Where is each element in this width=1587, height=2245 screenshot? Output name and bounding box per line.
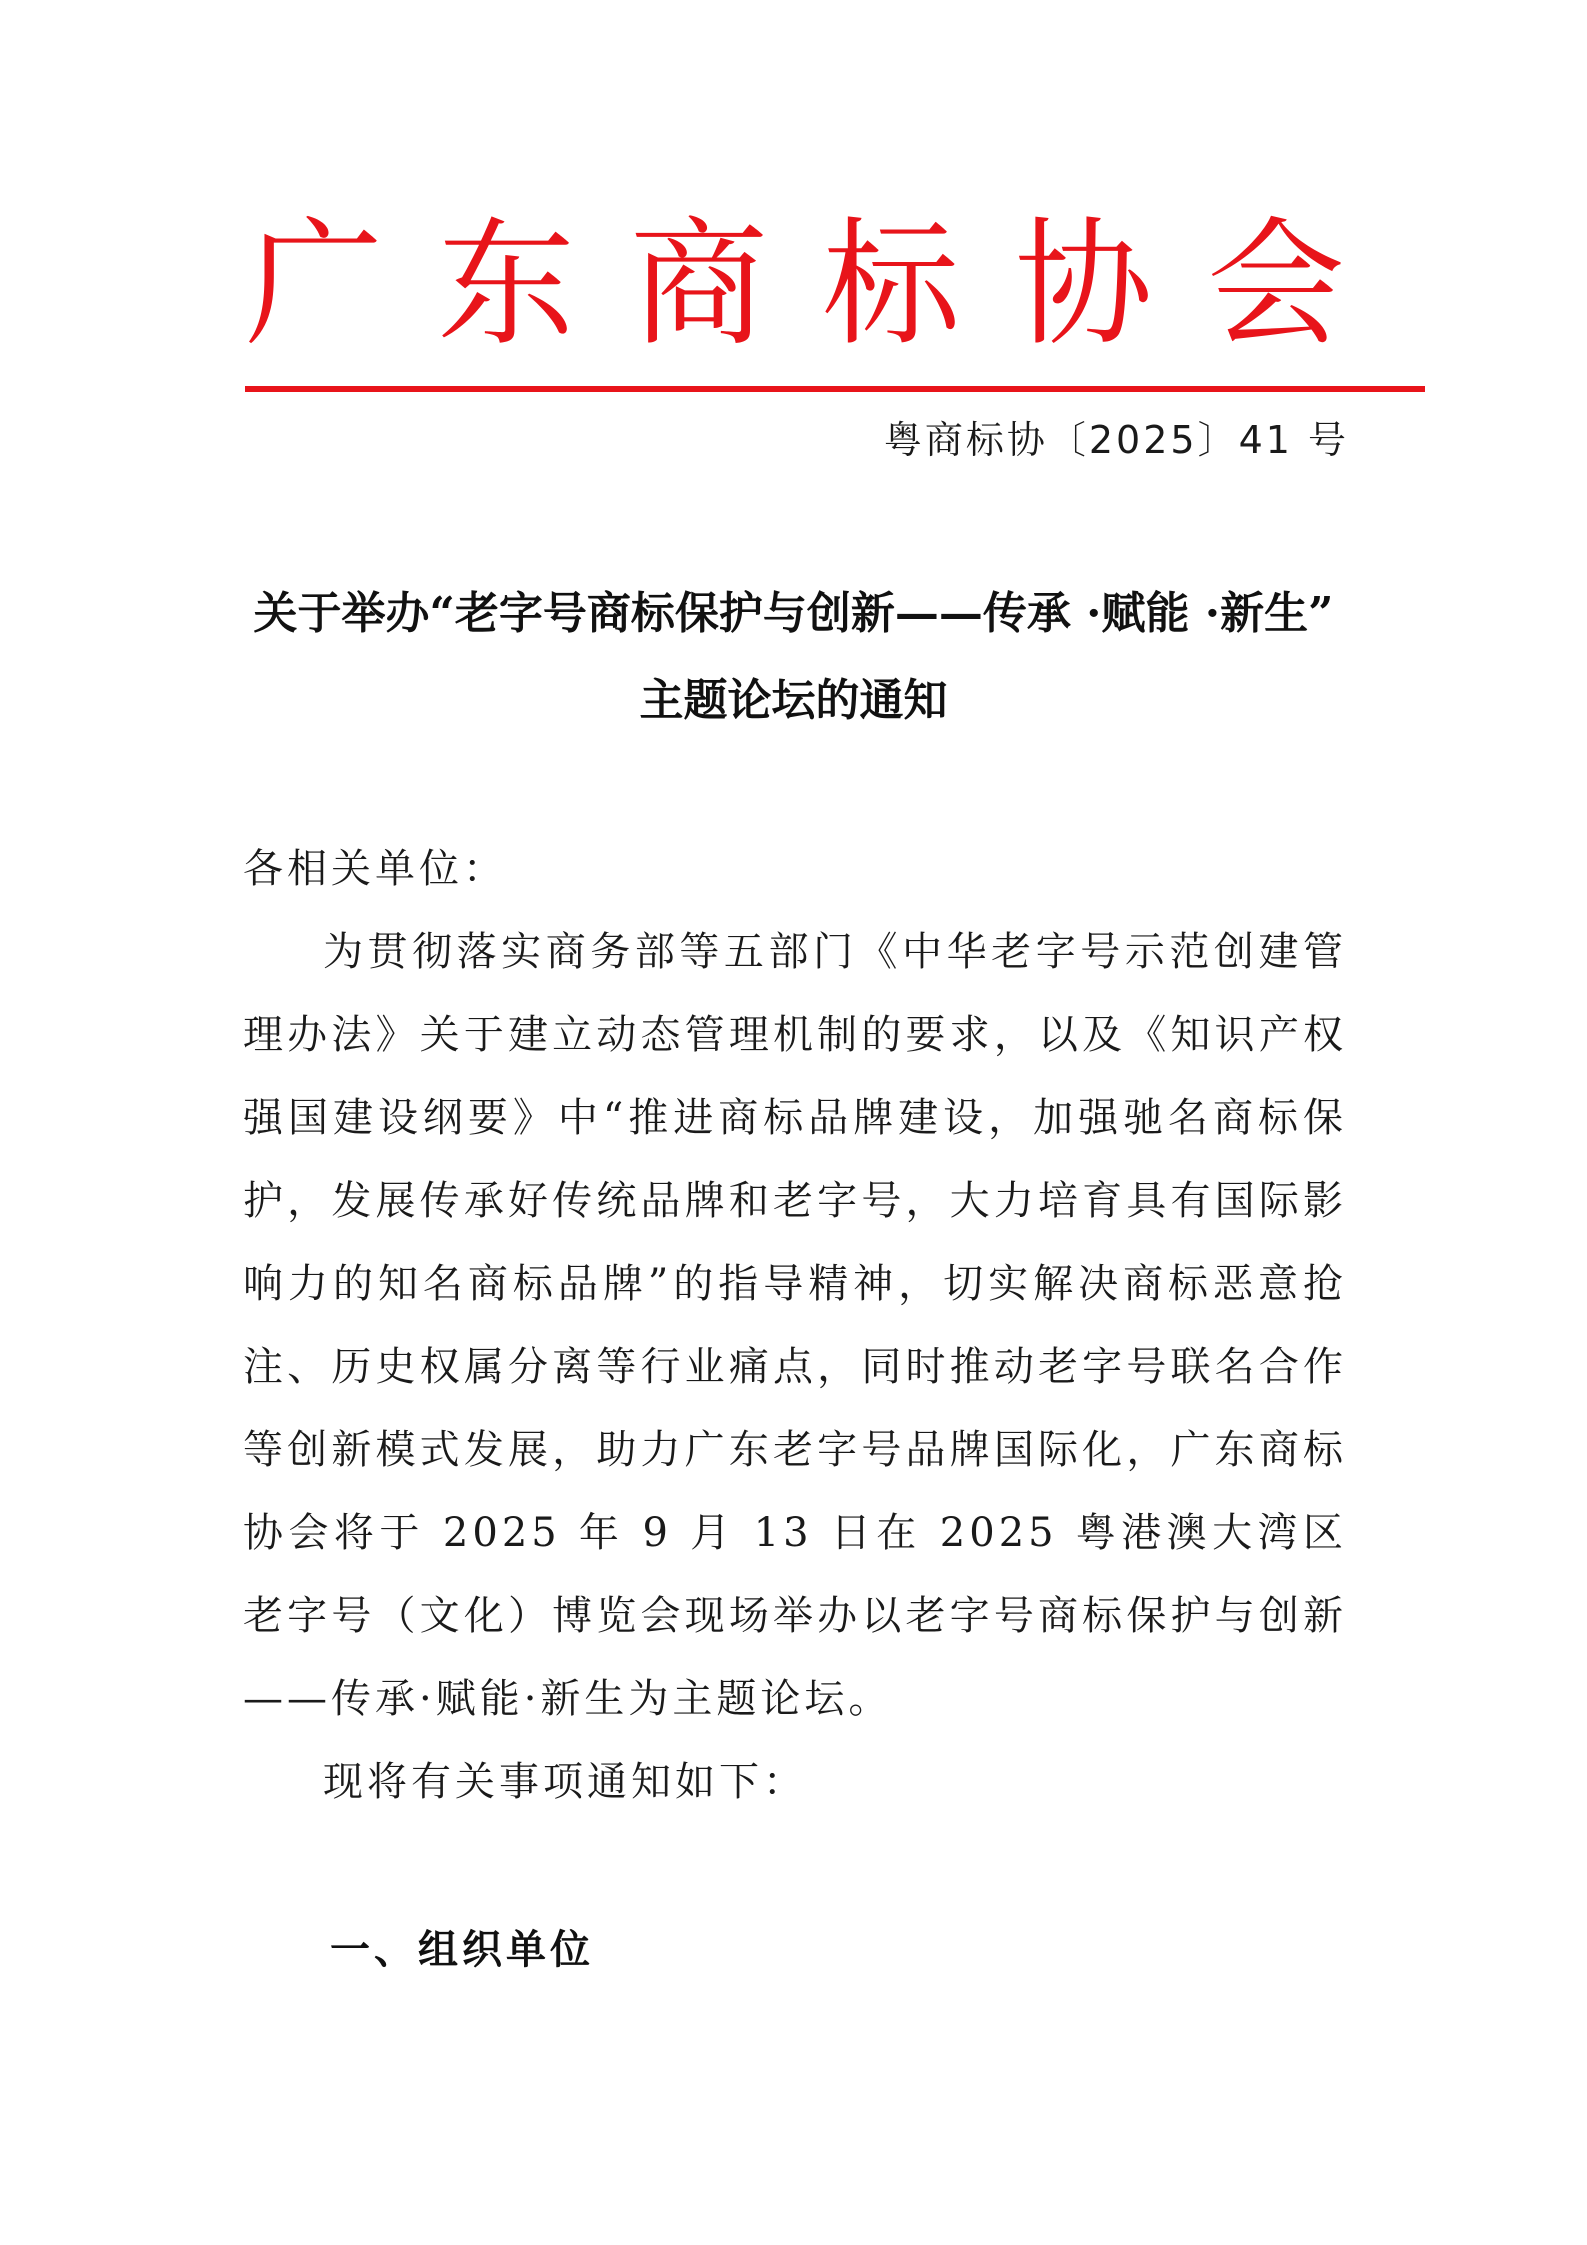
section-heading-organizers: 一、组织单位: [330, 1926, 594, 1973]
document-number: 粤商标协〔2025〕41 号: [883, 418, 1349, 462]
letterhead-char: 会: [1206, 204, 1345, 365]
letterhead-red-divider: [245, 386, 1425, 392]
letterhead-char: 标: [822, 204, 961, 365]
notice-title-line-1: 关于举办“老字号商标保护与创新——传承 ·赋能 ·新生”: [253, 588, 1334, 639]
letterhead-char: 协: [1014, 204, 1153, 365]
letterhead-char: 商: [629, 204, 768, 365]
organization-letterhead: [245, 200, 1345, 370]
notice-body: [243, 828, 1347, 1824]
notice-title: [230, 570, 1357, 744]
letterhead-char: 广: [245, 204, 384, 365]
body-paragraph-2: 现将有关事项通知如下：: [323, 1759, 807, 1805]
salutation: 各相关单位：: [243, 846, 507, 892]
notice-title-line-2: 主题论坛的通知: [639, 675, 948, 726]
letterhead-char: 东: [437, 204, 576, 365]
body-paragraph-1: 为贯彻落实商务部等五部门《中华老字号示范创建管理办法》关于建立动态管理机制的要求，以及《知识产权强国建设纲要》中“推进商标品牌建设，加强驰名商标保护，发展传承好传统品牌和老字号，大力培育具有国际影响力的知名商标品牌”的指导精神，切实解决商标恶意抢注、历史权属分离等行业痛点，同时推动老字号联名合作等创新模式发展，助力广东老字号品牌国际化，广东商标协会将于 2025 年 9 月 13 日在 2025 粤港澳大湾区老字号（文化）博览会现场举办以老字号商标保护与创新——传承·赋能·新生为主题论坛。: [243, 929, 1347, 1722]
